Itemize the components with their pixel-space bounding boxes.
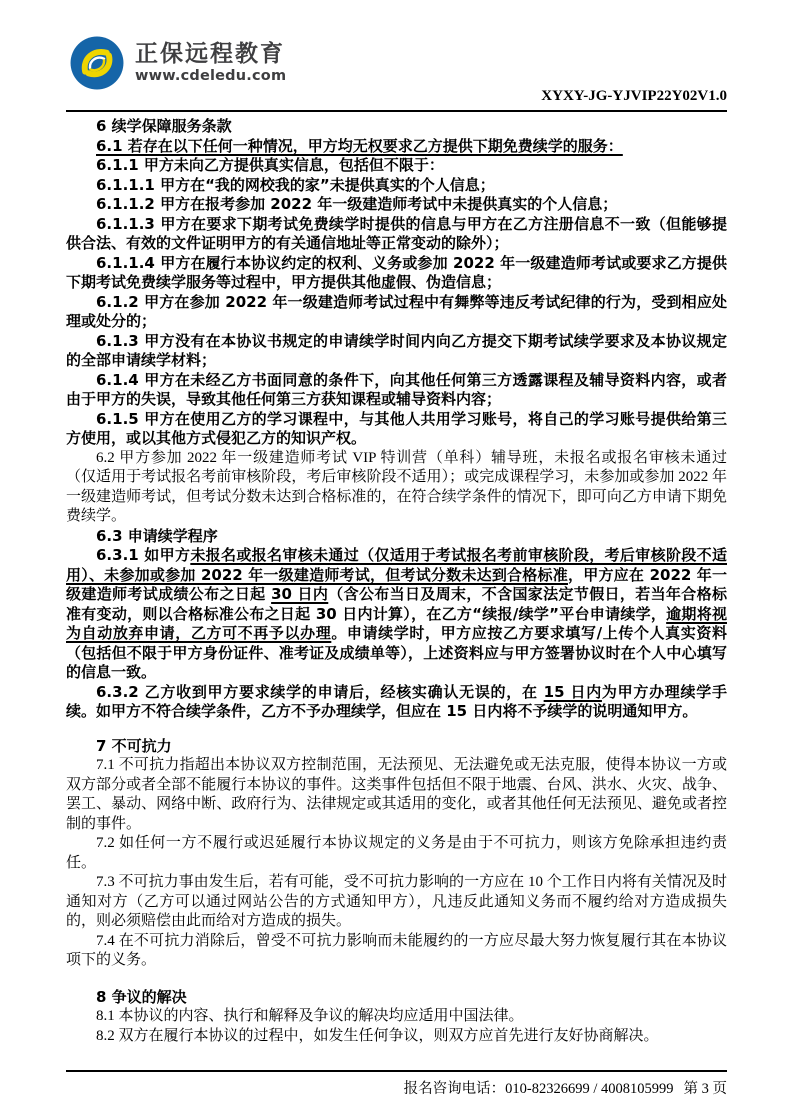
logo-swirl-icon: [70, 36, 124, 90]
clause-6-3-2-text: 为甲方办理续学手续。如甲方不符合续学条件，乙方不予办理续学，但应在 15 日内将不予续学的说明通知甲方。: [66, 682, 727, 720]
clause-6-1-5-text: 6.1.5 甲方在使用乙方的学习课程中，与其他人共用学习账号，将自己的学习账号提供给第三方使用，或以其他方式侵犯乙方的知识产权。: [66, 409, 727, 447]
clause-8-1: [66, 1007, 727, 1027]
clause-6-3-1-underlined-text: 未报名或报名审核未通过（仅适用于考试报名考前审核阶段，考后审核阶段不适用）、未参加或参加 2022 年一级建造师考试，但考试分数未达到合格标准: [66, 546, 727, 584]
brand-website: www.cdeledu.com: [135, 68, 287, 84]
clause-8-2: [66, 1027, 727, 1047]
clause-6-3-2-underlined-text: 15 日内: [543, 682, 602, 701]
clause-6-3-1-underlined-text: 30 日内: [271, 585, 329, 603]
document-body: [66, 117, 727, 1046]
clause-6-1-3: [66, 332, 727, 371]
clause-6-3-1-text: 。申请续学时，甲方应按乙方要求填写/上传个人真实资料（包括但不限于甲方身份证件、准考证及成绩单等），上述资料应与甲方签署协议时在个人中心填写的信息一致。: [66, 624, 727, 681]
clause-6-1-1-1-text: 6.1.1.1 甲方在“我的网校我的家”未提供真实的个人信息；: [96, 175, 495, 194]
footer: [404, 1077, 727, 1098]
section-8-heading-text: 8 争议的解决: [96, 987, 187, 1006]
clause-6-1-1-3: [66, 215, 727, 254]
clause-6-2: [66, 449, 727, 527]
clause-6-3-2-text: 6.3.2 乙方收到甲方要求续学的申请后，经核实确认无误的，在: [96, 682, 544, 701]
header-rule: [66, 110, 727, 112]
clause-7-2: [66, 834, 727, 873]
clause-6-3-1-text: ，甲方应在 2022 年一级建造师考试成绩公布之日起: [66, 565, 727, 603]
clause-6-1-2-text: 6.1.2 甲方在参加 2022 年一级建造师考试过程中有舞弊等违反考试纪律的行为，受到相应处理或处分的；: [66, 292, 727, 330]
clause-6-1-5: [66, 410, 727, 449]
brand-name: 正保远程教育: [135, 41, 285, 67]
page-number: 第 3 页: [683, 1081, 727, 1097]
section-6-heading-text: 6 续学保障服务条款: [96, 117, 232, 135]
clause-6-1-4-text: 6.1.4 甲方在未经乙方书面同意的条件下，向其他任何第三方透露课程及辅导资料内容，或者由于甲方的失误，导致其他任何第三方获知课程或辅导资料内容；: [66, 370, 727, 408]
clause-7-3-text: 7.3 不可抗力事由发生后，若有可能，受不可抗力影响的一方应在 10 个工作日内将有关情况及时通知对方（乙方可以通过网站公告的方式通知甲方），凡违反此通知义务而不履约给对方造成损失的，则必须赔偿由此而给对方造成的损失。: [66, 874, 727, 929]
clause-6-1-3-text: 6.1.3 甲方没有在本协议书规定的申请续学时间内向乙方提交下期考试续学要求及本协议规定的全部申请续学材料；: [66, 331, 727, 369]
clause-7-3: [66, 873, 727, 932]
clause-6-1-4: [66, 371, 727, 410]
clause-6-1-1: [66, 156, 727, 176]
clause-6-1-1-2: [66, 195, 727, 215]
section-7-heading: [66, 737, 727, 757]
clause-7-2-text: 7.2 如任何一方不履行或迟延履行本协议规定的义务是由于不可抗力，则该方免除承担违约责任。: [66, 835, 727, 871]
clause-6-1-1-text: 6.1.1 甲方未向乙方提供真实信息，包括但不限于：: [96, 156, 444, 174]
clause-6-1: [66, 137, 727, 157]
clause-7-4-text: 7.4 在不可抗力消除后，曾受不可抗力影响而未能履约的一方应尽最大努力恢复履行其在本协议项下的义务。: [66, 932, 727, 968]
clause-6-1-1-2-text: 6.1.1.2 甲方在报考参加 2022 年一级建造师考试中未提供真实的个人信息；: [96, 195, 618, 213]
clause-6-1-1-4-text: 6.1.1.4 甲方在履行本协议约定的权利、义务或参加 2022 年一级建造师考试或要求乙方提供下期考试免费续学服务等过程中，甲方提供其他虚假、伪造信息；: [66, 253, 727, 291]
section-7-heading-text: 7 不可抗力: [96, 736, 172, 755]
clause-6-3-text: 6.3 申请续学程序: [96, 526, 218, 545]
section-6-heading: [66, 117, 727, 137]
clause-6-3-2: [66, 683, 727, 722]
document-code: XYXY-JG-YJVIP22Y02V1.0: [541, 88, 727, 104]
clause-6-3-1: [66, 546, 727, 683]
company-logo: [70, 36, 286, 90]
clause-8-1-text: 8.1 本协议的内容、执行和解释及争议的解决均应适用中国法律。: [96, 1008, 524, 1024]
clause-8-2-text: 8.2 双方在履行本协议的过程中，如发生任何争议，则双方应首先进行友好协商解决。: [96, 1027, 659, 1044]
section-8-heading: [66, 988, 727, 1008]
clause-6-1-2: [66, 293, 727, 332]
footer-contact: 报名咨询电话：010-82326699 / 4008105999: [403, 1081, 674, 1097]
clause-6-1-1-4: [66, 254, 727, 293]
clause-6-1-underlined-text: 6.1 若存在以下任何一种情况，甲方均无权要求乙方提供下期免费续学的服务：: [96, 136, 623, 155]
clause-6-2-text: 6.2 甲方参加 2022 年一级建造师考试 VIP 特训营（单科）辅导班，未报名或报名审核未通过（仅适用于考试报名考前审核阶段，考后审核阶段不适用）；或完成课程学习，未参加或参加 2022 年一级建造师考试，但考试分数未达到合格标准的，在符合续学条件的情况下，即可向乙方申请下期免费续学。: [66, 449, 727, 524]
clause-7-4: [66, 932, 727, 971]
logo-text-block: [135, 41, 286, 85]
clause-6-1-1-3-text: 6.1.1.3 甲方在要求下期考试免费续学时提供的信息与甲方在乙方注册信息不一致（但能够提供合法、有效的文件证明甲方的有关通信地址等正常变动的除外）；: [66, 214, 727, 252]
clause-6-1-1-1: [66, 176, 727, 196]
clause-7-1: [66, 756, 727, 834]
footer-rule: [66, 1070, 727, 1072]
clause-6-3-1-text: 6.3.1 如甲方: [96, 546, 191, 564]
clause-6-3-1-underlined-text: 逾期将视为自动放弃申请，乙方可不再予以办理: [66, 604, 727, 642]
clause-6-3: [66, 527, 727, 547]
clause-7-1-text: 7.1 不可抗力指超出本协议双方控制范围，无法预见、无法避免或无法克服，使得本协议一方或双方部分或者全部不能履行本协议的事件。这类事件包括但不限于地震、台风、洪水、火灾、战争、罢工、暴动、网络中断、政府行为、法律规定或其适用的变化，或者其他任何无法预见、避免或者控制的事件。: [66, 757, 727, 832]
clause-6-3-1-text: （含公布当日及周末，不含国家法定节假日，若当年合格标准有变动，则以合格标准公布之日起 30 日内计算），在乙方“续报/续学”平台申请续学，: [66, 585, 727, 623]
